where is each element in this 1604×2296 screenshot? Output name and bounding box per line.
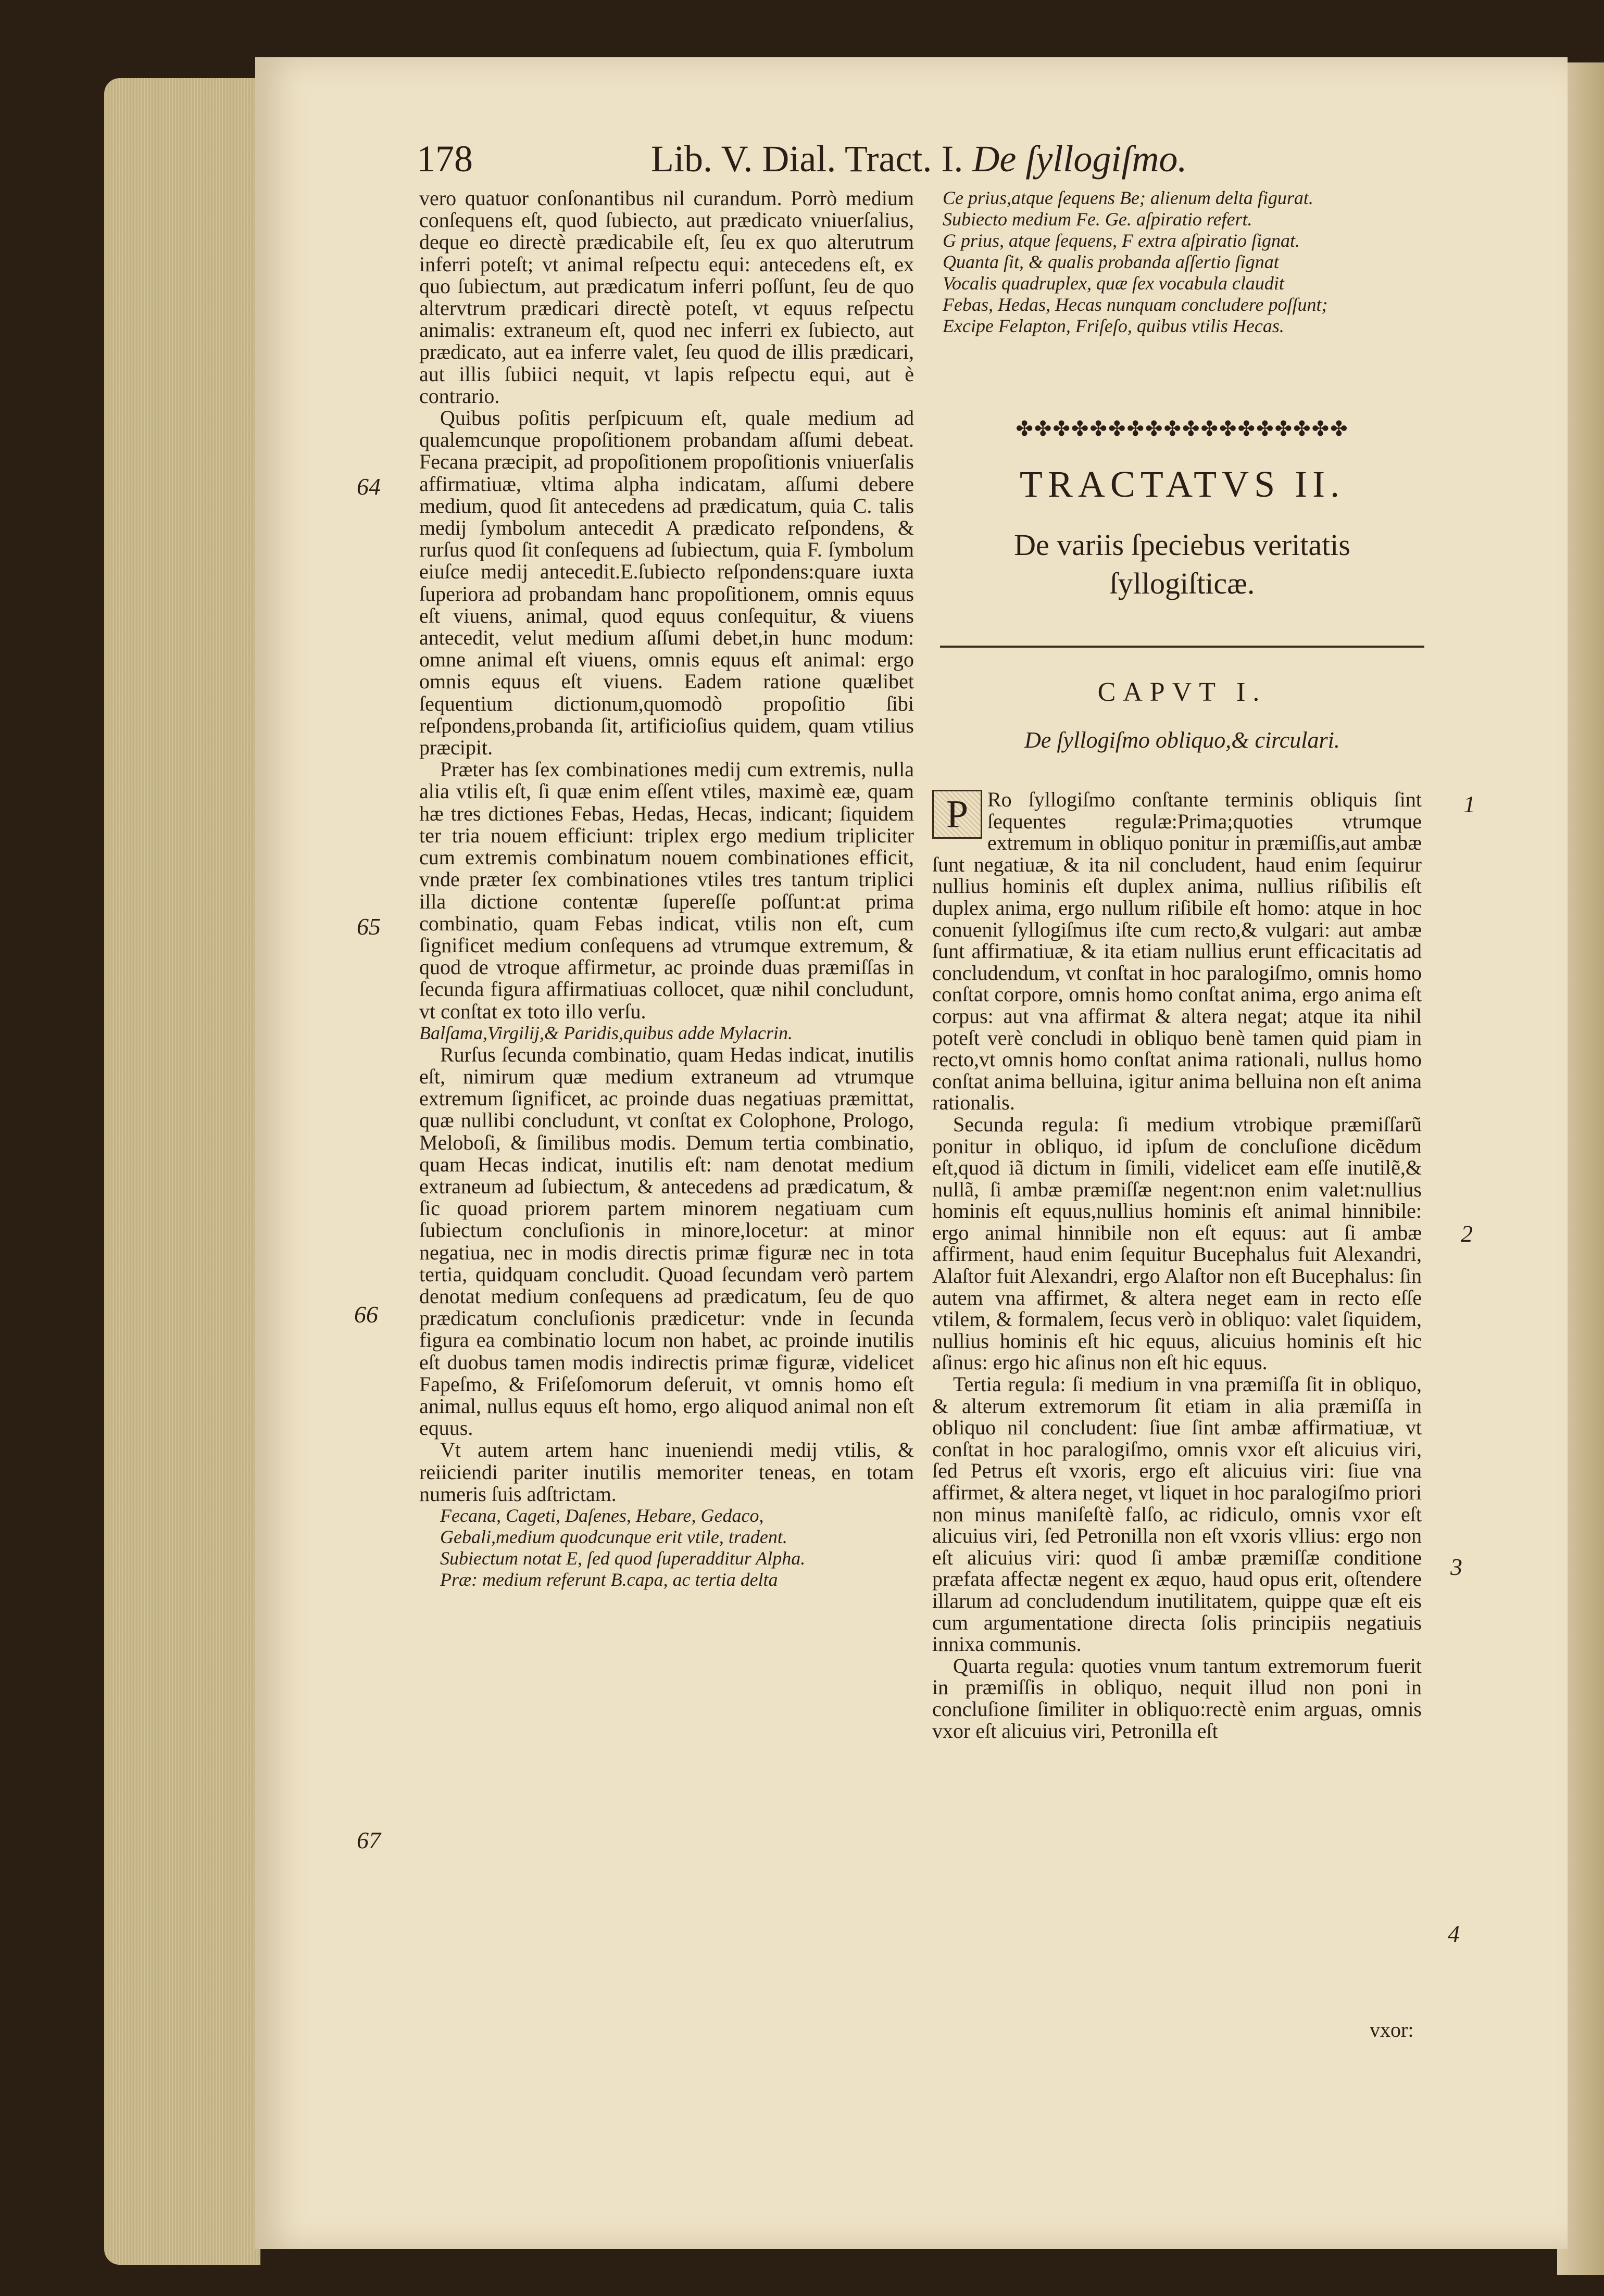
margin-number: 65 xyxy=(357,913,381,940)
paragraph: Quibus poſitis perſpicuum eſt, quale medium ad qualemcunque propoſitionem probandam aſſumi debeat. Fecana præcipit, ad propoſitionem propoſitionis vniuerſalis affirmatiuæ, vltima alpha indicatam, aſſumi debere medium, quod ſit antecedens ad prædicatum, quia C. talis medij ſymbolum antecedit A prædicato reſpondens, & rurſus quod ſit conſequens ad ſubiectum, quia F. ſymbolum eiuſce medij antecedit.E.ſubiecto reſpondens:quare iuxta ſuperiora ad probandam hanc propoſitionem, omnis equus eſt viuens, animal, quod equus conſequitur, & viuens antecedit, velut medium aſſumi debet,in hunc modum: omne animal eſt viuens, omnis equus eſt animal: ergo omnis equus eſt viuens. Eadem ratione quælibet ſequentium dictionum,quomodò propoſitio ſibi reſpondens,probanda ſit, artificioſius quidem, quam vtilius præcipit. xyxy=(419,406,914,760)
paragraph: Vt autem artem hanc inueniendi medij vtilis, & reiiciendi pariter inutilis memoriter teneas, en totam numeris ſuis adſtrictam. xyxy=(419,1438,914,1506)
drop-cap: P xyxy=(932,790,982,839)
running-title: Lib. V. Dial. Tract. I. De ſyllogiſmo. xyxy=(651,138,1187,180)
verse-line: Balſama,Virgilij,& Paridis,quibus adde Mylacrin. xyxy=(419,1022,793,1043)
margin-number: 66 xyxy=(354,1301,378,1328)
margin-number: 2 xyxy=(1461,1220,1473,1247)
paragraph: P Ro ſyllogiſmo conſtante terminis obliquis ſint ſequentes regulæ:Prima;quoties vtrumque extremum in obliquo ponitur in præmiſſis,aut ambæ ſunt negatiuæ, & ita nil concludent, haud enim ſequirur nullius hominis eſt duplex anima, nullius riſibilis eſt duplex anima, ergo nullum riſibile eſt homo: atque in hoc conuenit ſyllogiſmus iſte cum recto,& vulgari: aut ambæ ſunt affirmatiuæ, & ita etiam nullius erunt efficacitatis ad concludendum, vt conſtat in hoc paralogiſmo, omnis homo conſtat corpore, omnis homo conſtat anima, ergo anima eſt corpus: aut vna affirmat & altera negat; atque ita nihil poteſt verè concludi in obliquo benè tamen quid piam in recto,vt omnis homo conſtat anima rationali, nullus homo conſtat anima belluina, igitur anima belluina non eſt anima rationalis. xyxy=(932,788,1422,1115)
verse-line: Subiectum notat E, ſed quod ſuperadditur Alpha. xyxy=(440,1547,806,1569)
left-column xyxy=(419,187,914,1591)
running-head xyxy=(417,133,1510,185)
verse-line: G prius, atque ſequens, F extra aſpiratio ſignat. xyxy=(943,230,1300,251)
paragraph: Tertia regula: ſi medium in vna præmiſſa ſit in obliquo, & alterum extremorum ſit etiam in alia præmiſſa in obliquo nil concludent: ſiue ſint ambæ affirmatiuæ, vt conſtat in hoc paralogiſmo, omnis vxor eſt alicuius viri, ſed Petrus eſt vxoris, ergo eſt alicuius viri: ſiue vna affirmet, & altera neget, vt liquet in hoc paralogiſmo priori non minus maniſeſtè falſo, ac ridiculo, omnis vxor eſt alicuius viri, ſed Petronilla non eſt vxoris vllius: ergo non eſt alicuius viri: quod ſi ambæ præmiſſæ conditione præfata affectæ negent ex æquo, haud opus erit, oſtendere illarum ad concludendum inutilitatem, quippe quæ eſt eis cum argumentatione directa ſolis principiis negatiuis innixa communis. xyxy=(932,1372,1422,1656)
margin-number: 4 xyxy=(1448,1921,1460,1947)
paragraph: Rurſus ſecunda combinatio, quam Hedas indicat, inutilis eſt, nimirum quæ medium extraneum ad vtrumque extremum ſignificet, ac proinde duas negatiuas præmittat, quæ nullibi concludunt, vt conſtat ex Colophone, Prologo, Meloboſi, & ſimilibus modis. Demum tertia combinatio, quam Hecas indicat, inutilis eſt: nam denotat medium extraneum ad ſubiectum, & antecedens ad prædicatum, & ſic quoad priorem partem minorem negatiuam cum ſubiectum concluſionis in minore,locetur: at minor negatiua, nec in modis directis primæ figuræ nec in tota tertia, quidquam concludit. Quoad ſecundam verò partem denotat medium conſequens ad prædicatum, ſeu de quo prædicatum concluſionis prædicetur: vnde in ſecunda figura ea combinatio locum non habet, ac proinde inutilis eſt duobus tamen modis indirectis primæ figuræ, videlicet Fapeſmo, & Friſeſomorum deſeruit, vt omnis homo eſt animal, nullus equus eſt homo, ergo aliquod animal non eſt equus. xyxy=(419,1042,914,1440)
page-number: 178 xyxy=(417,138,473,180)
page-edges-left xyxy=(104,78,260,2265)
right-body xyxy=(932,789,1422,1742)
verse-line: Vocalis quadruplex, quæ ſex vocabula claudit xyxy=(943,273,1284,294)
paragraph: Quarta regula: quoties vnum tantum extremorum fuerit in præmiſſis in obliquo, nequit illud non poni in concluſione ſimiliter in obliquo:rectè enim arguas, omnis vxor eſt alicuius viri, Petronilla eſt xyxy=(932,1654,1422,1743)
margin-number: 3 xyxy=(1450,1554,1462,1580)
divider xyxy=(940,646,1424,648)
verse-line: Ce prius,atque ſequens Be; alienum delta figurat. xyxy=(943,187,1313,208)
catchword: vxor: xyxy=(1370,2018,1414,2041)
section-title: TRACTATVS II. xyxy=(1019,463,1345,505)
chapter-subtitle: De ſyllogiſmo obliquo,& circulari. xyxy=(1024,727,1340,753)
verse-line: Febas, Hedas, Hecas nunquam concludere poſſunt; xyxy=(943,294,1328,315)
paragraph: vero quatuor conſonantibus nil curandum. Porrò medium conſequens eſt, quod ſubiecto, aut prædicato vniuerſalius, deque eo directè prædicabile eſt, ſeu ex quo alterutrum inferri poteſt; vt animal reſpectu equi: antecedens eſt, ex quo ſubiectum, aut prædicatum inferri poſſunt, ſeu de quo altervtrum prædicari directè poteſt, vt equus reſpectu animalis: extraneum eſt, quod nec inferri ex ſubiecto, aut prædicato, aut ea inferre valet, ſeu quod de illis prædicari, aut illis ſubiici nequit, vt lapis reſpectu equi, aut è contrario. xyxy=(419,186,914,408)
paragraph: Secunda regula: ſi medium vtrobique præmiſſarũ ponitur in obliquo, id ipſum de concluſione dicẽdum eſt,quod iã dictum in ſimili, videlicet eam eſſe inutilẽ,& nullã, ſi ambæ præmiſſæ negent:non enim valet:nullius hominis eſt equus,nullius hominis eſt animal hinnibile: ergo animal hinnibile non eſt equus: aut ſi ambæ affirment, haud enim ſequitur Bucephalus fuit Alexandri, Alaſtor fuit Alexandri, ergo Alaſtor non eſt Bucephalus: ſin autem vna affirmet, & altera neget eam in recto eſſe vtilem, & formalem, ſecus verò in obliquo: valet ſiquidem, nullius hominis eſt hic equus, alicuius hominis eſt hic aſinus: ergo hic aſinus non eſt hic equus. xyxy=(932,1112,1422,1374)
verse-line: Quanta ſit, & qualis probanda aſſertio ſignat xyxy=(943,251,1279,272)
ornament-band: ✤✤✤✤✤✤✤✤✤✤✤✤✤✤✤✤✤✤ xyxy=(1016,417,1349,440)
margin-number: 64 xyxy=(357,473,381,500)
section-subtitle: De variis ſpeciebus veritatis ſyllogiſticæ. xyxy=(1014,528,1350,600)
verse-block xyxy=(943,187,1422,337)
verse-line: Fecana, Cageti, Daſenes, Hebare, Gedaco, xyxy=(440,1505,764,1526)
margin-number: 1 xyxy=(1463,791,1475,817)
verse-line: Subiecto medium Fe. Ge. aſpiratio refert. xyxy=(943,209,1252,230)
verse-line: Præ: medium referunt B.capa, ac tertia delta xyxy=(440,1569,778,1590)
verse-line: Excipe Felapton, Friſeſo, quibus vtilis Hecas. xyxy=(943,316,1284,336)
paragraph: Præter has ſex combinationes medij cum extremis, nulla alia vtilis eſt, ſi quæ enim eſſent vtiles, maximè eæ, quam hæ tres dictiones Febas, Hedas, Hecas, indicant; ſiquidem ter tria nouem efficiunt: triplex ergo medium tripliciter cum extremis combinatum nouem combinationes efficit, vnde præter ſex combinationes vtiles tres tantum triplici illa dictione contentæ ſupereſſe poſſunt:at prima combinatio, quam Febas indicat, vtilis non eſt, cum ſignificet medium conſequens ad vtrumque extremum, & quod de vtroque affirmetur, ac proinde duas præmiſſas in ſecunda figura affirmatiuas collocet, quæ nihil concludunt, vt conſtat ex toto illo verſu. xyxy=(419,758,914,1023)
margin-number: 67 xyxy=(357,1827,381,1853)
chapter-title: CAPVT I. xyxy=(1097,677,1267,707)
verse-line: Gebali,medium quodcunque erit vtile, tradent. xyxy=(440,1526,787,1547)
